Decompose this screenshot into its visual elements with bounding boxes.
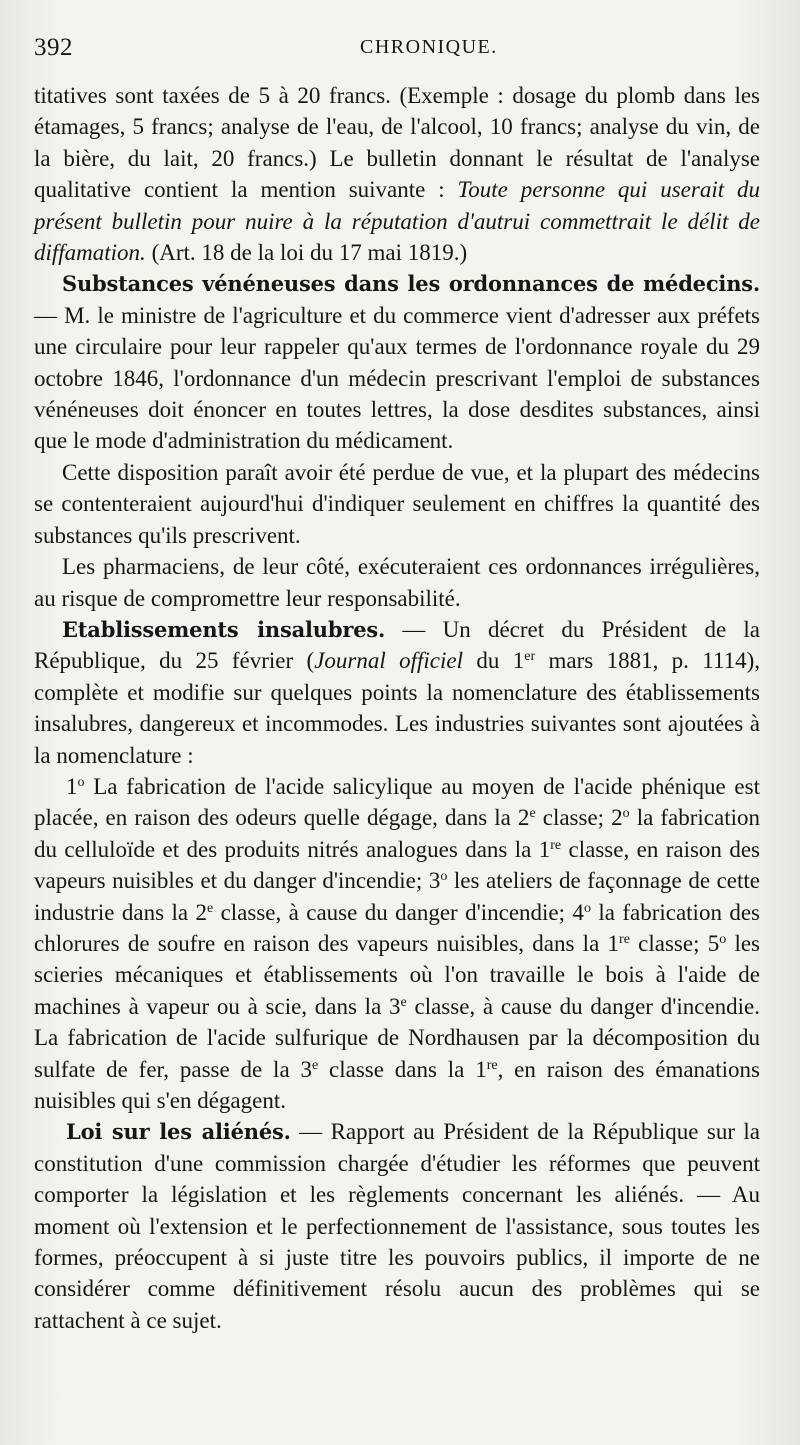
paragraph-text: mars 1881, p. 1114), complète et modifie sur quelques points la nomenclature des établissements insalubres, dangereux et incommodes. Les industries suivantes sont ajoutées à la nomenclature : [34, 648, 761, 768]
paragraph-text: classe, en raison des vapeurs nuisibles et du danger d'incendie; 3 [34, 836, 760, 894]
paragraph-text: classe, à cause du danger d'incendie. La fabrication de l'acide sulfurique de Nordhausen par la décomposition du sulfate de fer, passe de la 3 [34, 993, 761, 1082]
paragraph-text: classe dans la 1 [318, 1056, 487, 1082]
paragraph-text: classe; 2 [535, 805, 623, 831]
italic-quote: Toute personne qui userait du présent bulletin pour nuire à la réputation d'autrui commettrait le délit de diffamation. [34, 177, 760, 266]
paragraph-text: les ateliers de façonnage de cette industrie dans la 2 [34, 868, 760, 925]
paragraph-etablissements [34, 614, 760, 771]
superscript: re [486, 1057, 498, 1073]
paragraph-disposition [34, 457, 760, 551]
paragraph-text: classe; 5 [629, 930, 720, 956]
paragraph-text: Les pharmaciens, de leur côté, exécuteraient ces ordonnances irrégulières, au risque de compromettre leur responsabilité. [34, 554, 760, 611]
paragraph-text: du 1 [463, 648, 525, 674]
paragraph-text: — Un décret du Président de la République, du 25 février ( [34, 616, 760, 674]
superscript: e [311, 1057, 319, 1073]
superscript: er [524, 649, 536, 665]
superscript: re [619, 931, 630, 947]
page-body [34, 80, 760, 1336]
paragraph-pharmaciens [34, 551, 760, 614]
paragraph-text: , en raison des émanations nuisibles qui s'en dégagent. [34, 1056, 760, 1113]
paragraph-substances [34, 268, 760, 456]
superscript: re [550, 837, 562, 853]
superscript: e [529, 806, 536, 822]
list-number: 1 [66, 773, 78, 799]
paragraph-text: — M. le ministre de l'agriculture et du commerce vient d'adresser aux préfets une circulaire pour leur rappeler qu'aux termes de l'ordonnance royale du 29 octobre 1846, l'ordonnance d'un médecin prescrivant l'emploi de substances vénéneuses doit énoncer en toutes lettres, la dose desdites substances, ainsi que le mode d'administration du médicament. [34, 302, 760, 454]
superscript: o [583, 900, 591, 916]
section-heading: Substances vénéneuses dans les ordonnances de médecins. [62, 271, 760, 297]
section-heading: Etablissements insalubres. [62, 616, 386, 642]
superscript: o [77, 774, 85, 790]
paragraph-text: la fabrication du celluloïde et des produits nitrés analogues dans la 1 [34, 805, 760, 862]
paragraph-text: — Rapport au Président de la République sur la constitution d'une commission chargée d'étudier les réformes que peuvent comporter la législation et les règlements concernant les aliénés. — Au moment où l'extension et le perfectionnement de l'assistance, sous toutes les formes, préoccupent à si juste titre les pouvoirs publics, il importe de ne considérer comme définitivement résolu aucun des problèmes qui se rattachent à ce sujet. [34, 1119, 760, 1333]
paragraph-text: les scieries mécaniques et établissements où l'on travaille le bois à l'aide de machines à vapeur ou à scie, dans la 3 [34, 930, 760, 1019]
paragraph-alienes [34, 1116, 760, 1336]
paragraph-continuation [34, 80, 760, 268]
superscript: o [719, 931, 727, 947]
paragraph-text: (Art. 18 de la loi du 17 mai 1819.) [145, 240, 468, 266]
paragraph-text: classe, à cause du danger d'incendie; 4 [213, 899, 584, 925]
superscript: e [206, 900, 214, 916]
paragraph-text: La fabrication de l'acide salicylique au moyen de l'acide phénique est placée, en raison des odeurs quelle dégage, dans la 2 [34, 773, 760, 831]
superscript: e [400, 994, 407, 1010]
page-number: 392 [34, 34, 73, 61]
superscript: o [440, 869, 448, 885]
paragraph-liste [34, 771, 760, 1116]
paragraph-text: titatives sont taxées de 5 à 20 francs. (Exemple : dosage du plomb dans les étamages, 5 francs; analyse de l'eau, de l'alcool, 10 francs; analyse du vin, de la bière, du lait, 20 francs.) Le bulletin donnant le résultat de l'analyse qualitative contient la mention suivante : [34, 83, 760, 203]
page-header [34, 34, 774, 64]
paragraph-text: Cette disposition paraît avoir été perdue de vue, et la plupart des médecins se contenteraient aujourd'hui d'indiquer seulement en chiffres la quantité des substances qu'ils prescrivent. [34, 459, 760, 548]
running-head: CHRONIQUE. [360, 36, 498, 58]
superscript: o [622, 806, 630, 822]
italic-title: Journal officiel [314, 648, 463, 674]
section-heading: Loi sur les aliénés. [66, 1119, 291, 1145]
paragraph-text: la fabrication des chlorures de soufre en raison des vapeurs nuisibles, dans la 1 [34, 899, 761, 956]
